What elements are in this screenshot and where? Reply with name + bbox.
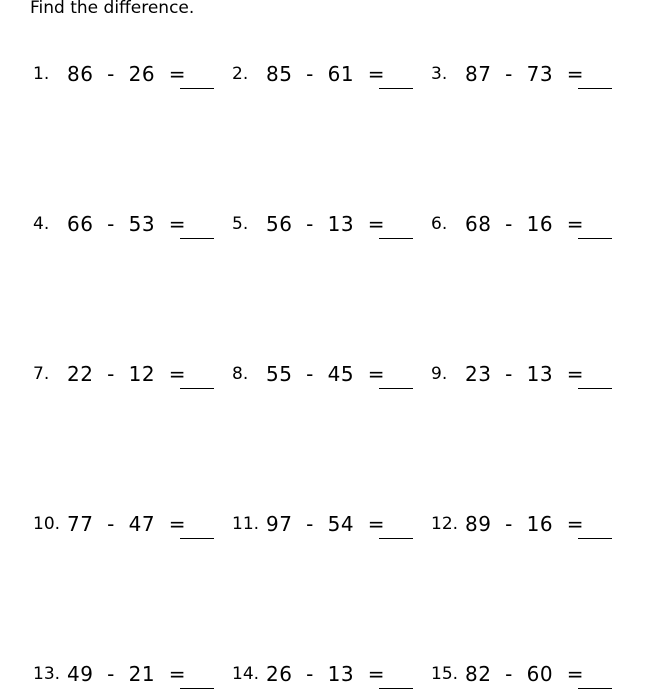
problem-2 (232, 62, 432, 92)
problem-expression: 26 - 13 = (266, 662, 386, 686)
problem-number: 5. (232, 214, 249, 234)
problem-number: 9. (431, 364, 448, 384)
answer-blank[interactable] (180, 88, 214, 89)
minuend: 68 (465, 212, 492, 236)
worksheet-title: Find the difference. (30, 0, 195, 18)
problem-number: 3. (431, 64, 448, 84)
problem-expression: 87 - 73 = (465, 62, 585, 86)
answer-blank[interactable] (379, 388, 413, 389)
problem-expression: 89 - 16 = (465, 512, 585, 536)
answer-blank[interactable] (578, 238, 612, 239)
problem-expression: 77 - 47 = (67, 512, 187, 536)
problem-7 (33, 362, 233, 392)
subtrahend: 54 (327, 512, 355, 536)
problem-expression: 56 - 13 = (266, 212, 386, 236)
subtrahend: 26 (128, 62, 156, 86)
problem-15 (431, 662, 631, 692)
problem-expression: 66 - 53 = (67, 212, 187, 236)
answer-blank[interactable] (578, 688, 612, 689)
subtrahend: 16 (526, 512, 554, 536)
problem-5 (232, 212, 432, 242)
subtrahend: 53 (128, 212, 156, 236)
minuend: 49 (67, 662, 94, 686)
answer-blank[interactable] (578, 88, 612, 89)
problem-expression: 86 - 26 = (67, 62, 187, 86)
problem-expression: 97 - 54 = (266, 512, 386, 536)
problem-expression: 68 - 16 = (465, 212, 585, 236)
problem-3 (431, 62, 631, 92)
answer-blank[interactable] (578, 388, 612, 389)
subtrahend: 13 (327, 662, 355, 686)
subtrahend: 73 (526, 62, 554, 86)
subtrahend: 13 (327, 212, 355, 236)
problem-number: 4. (33, 214, 50, 234)
subtrahend: 16 (526, 212, 554, 236)
answer-blank[interactable] (180, 688, 214, 689)
minuend: 77 (67, 512, 94, 536)
minuend: 26 (266, 662, 293, 686)
problem-12 (431, 512, 631, 542)
answer-blank[interactable] (180, 538, 214, 539)
answer-blank[interactable] (578, 538, 612, 539)
problem-8 (232, 362, 432, 392)
problem-expression: 23 - 13 = (465, 362, 585, 386)
problem-expression: 22 - 12 = (67, 362, 187, 386)
problem-number: 11. (232, 514, 260, 534)
problem-expression: 49 - 21 = (67, 662, 187, 686)
minuend: 56 (266, 212, 293, 236)
answer-blank[interactable] (379, 688, 413, 689)
subtrahend: 13 (526, 362, 554, 386)
minuend: 82 (465, 662, 492, 686)
problem-number: 8. (232, 364, 249, 384)
problem-11 (232, 512, 432, 542)
subtrahend: 21 (128, 662, 156, 686)
minuend: 85 (266, 62, 293, 86)
problem-1 (33, 62, 233, 92)
minuend: 87 (465, 62, 492, 86)
subtrahend: 12 (128, 362, 156, 386)
minuend: 97 (266, 512, 293, 536)
problem-number: 14. (232, 664, 260, 684)
problem-4 (33, 212, 233, 242)
subtrahend: 61 (327, 62, 355, 86)
problem-14 (232, 662, 432, 692)
minuend: 89 (465, 512, 492, 536)
minuend: 22 (67, 362, 94, 386)
problem-9 (431, 362, 631, 392)
problem-number: 10. (33, 514, 61, 534)
problem-expression: 55 - 45 = (266, 362, 386, 386)
problem-number: 15. (431, 664, 459, 684)
subtrahend: 45 (327, 362, 355, 386)
subtrahend: 60 (526, 662, 554, 686)
minuend: 23 (465, 362, 492, 386)
problem-number: 6. (431, 214, 448, 234)
problem-10 (33, 512, 233, 542)
problem-number: 12. (431, 514, 459, 534)
answer-blank[interactable] (379, 238, 413, 239)
answer-blank[interactable] (180, 238, 214, 239)
problem-13 (33, 662, 233, 692)
answer-blank[interactable] (379, 538, 413, 539)
problem-expression: 85 - 61 = (266, 62, 386, 86)
subtrahend: 47 (128, 512, 156, 536)
answer-blank[interactable] (180, 388, 214, 389)
problem-number: 1. (33, 64, 50, 84)
minuend: 86 (67, 62, 94, 86)
problem-6 (431, 212, 631, 242)
problem-number: 7. (33, 364, 50, 384)
problem-number: 2. (232, 64, 249, 84)
minuend: 55 (266, 362, 293, 386)
problem-number: 13. (33, 664, 61, 684)
minuend: 66 (67, 212, 94, 236)
answer-blank[interactable] (379, 88, 413, 89)
problem-expression: 82 - 60 = (465, 662, 585, 686)
